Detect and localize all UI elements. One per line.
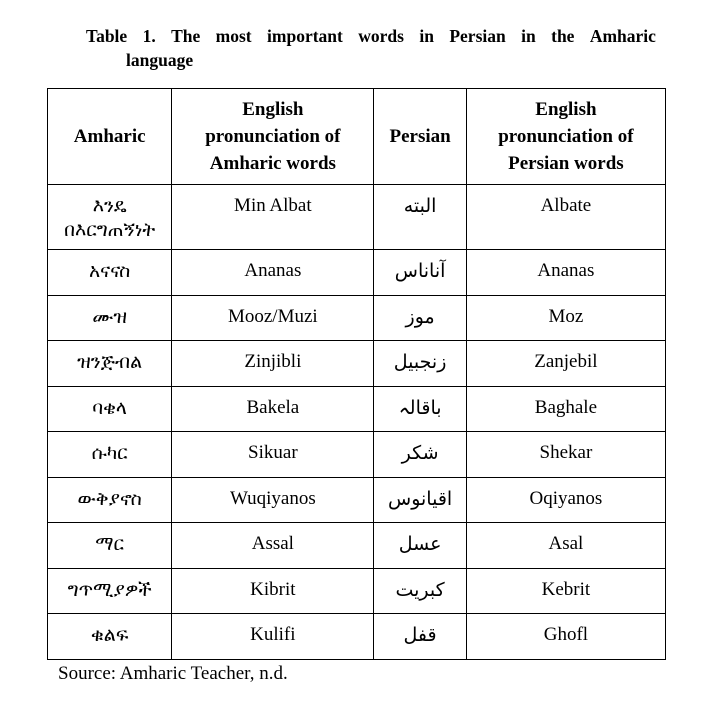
cell-amharic: ሙዝ [48, 295, 172, 341]
caption-line-1 [86, 24, 656, 48]
table-row [48, 523, 666, 569]
cell-english-amharic: Assal [172, 523, 374, 569]
cell-english-persian: Ananas [466, 250, 665, 296]
table-row [48, 568, 666, 614]
cell-amharic: ማር [48, 523, 172, 569]
table-row [48, 295, 666, 341]
cell-english-amharic: Min Albat [172, 185, 374, 250]
header-line: pronunciation of [205, 126, 341, 147]
table-row [48, 250, 666, 296]
cell-english-amharic: Wuqiyanos [172, 477, 374, 523]
header-line: pronunciation of [498, 126, 634, 147]
cell-persian: باقالہ [374, 386, 466, 432]
cell-english-amharic: Sikuar [172, 432, 374, 478]
header-row [48, 89, 666, 185]
caption-word: Table [86, 26, 128, 46]
cell-persian: عسل [374, 523, 466, 569]
caption-word: in [419, 26, 434, 46]
cell-english-persian: Kebrit [466, 568, 665, 614]
table-row [48, 341, 666, 387]
cell-persian: اقیانوس [374, 477, 466, 523]
cell-amharic: ሱካር [48, 432, 172, 478]
cell-amharic: ውቅያኖስ [48, 477, 172, 523]
source-note: Source: Amharic Teacher, n.d. [58, 663, 288, 684]
cell-english-persian: Oqiyanos [466, 477, 665, 523]
cell-english-amharic: Mooz/Muzi [172, 295, 374, 341]
cell-persian: شکر [374, 432, 466, 478]
header-persian: Persian [374, 89, 466, 185]
cell-amharic: እንዴ በእርግጠኝነት [48, 185, 172, 250]
header-english-amharic [172, 89, 374, 185]
caption-word: most [215, 26, 252, 46]
cell-persian: آناناس [374, 250, 466, 296]
cell-amharic: ግጥሚያዎች [48, 568, 172, 614]
caption-word: the [551, 26, 575, 46]
cell-persian: موز [374, 295, 466, 341]
header-line: Amharic words [209, 153, 336, 174]
cell-english-amharic: Kibrit [172, 568, 374, 614]
table-row [48, 185, 666, 250]
cell-english-persian: Ghofl [466, 614, 665, 660]
caption-word: words [358, 26, 404, 46]
cell-english-persian: Baghale [466, 386, 665, 432]
header-amharic: Amharic [48, 89, 172, 185]
cell-english-persian: Moz [466, 295, 665, 341]
cell-english-persian: Albate [466, 185, 665, 250]
table-row [48, 386, 666, 432]
cell-amharic: አናናስ [48, 250, 172, 296]
table-row [48, 432, 666, 478]
cell-english-persian: Asal [466, 523, 665, 569]
header-line: Persian words [508, 153, 624, 174]
table-caption [86, 24, 656, 72]
caption-word: important [267, 26, 343, 46]
vocabulary-table [47, 88, 666, 660]
table-body [48, 185, 666, 660]
caption-line-2: language [126, 50, 194, 70]
cell-english-amharic: Bakela [172, 386, 374, 432]
caption-word: Amharic [589, 26, 656, 46]
cell-amharic: ዝንጅብል [48, 341, 172, 387]
header-line: English [535, 99, 597, 120]
table-row [48, 614, 666, 660]
header-english-persian [466, 89, 665, 185]
cell-amharic: ባቄላ [48, 386, 172, 432]
caption-word: The [171, 26, 201, 46]
cell-english-amharic: Zinjibli [172, 341, 374, 387]
cell-persian: کبریت [374, 568, 466, 614]
cell-english-amharic: Ananas [172, 250, 374, 296]
cell-english-persian: Zanjebil [466, 341, 665, 387]
caption-word: 1. [142, 26, 156, 46]
cell-persian: البته [374, 185, 466, 250]
table-row [48, 477, 666, 523]
cell-persian: قفل [374, 614, 466, 660]
caption-word: in [521, 26, 536, 46]
cell-persian: زنجبیل [374, 341, 466, 387]
cell-english-amharic: Kulifi [172, 614, 374, 660]
header-line: English [242, 99, 304, 120]
caption-word: Persian [449, 26, 506, 46]
cell-amharic: ቁልፍ [48, 614, 172, 660]
cell-english-persian: Shekar [466, 432, 665, 478]
